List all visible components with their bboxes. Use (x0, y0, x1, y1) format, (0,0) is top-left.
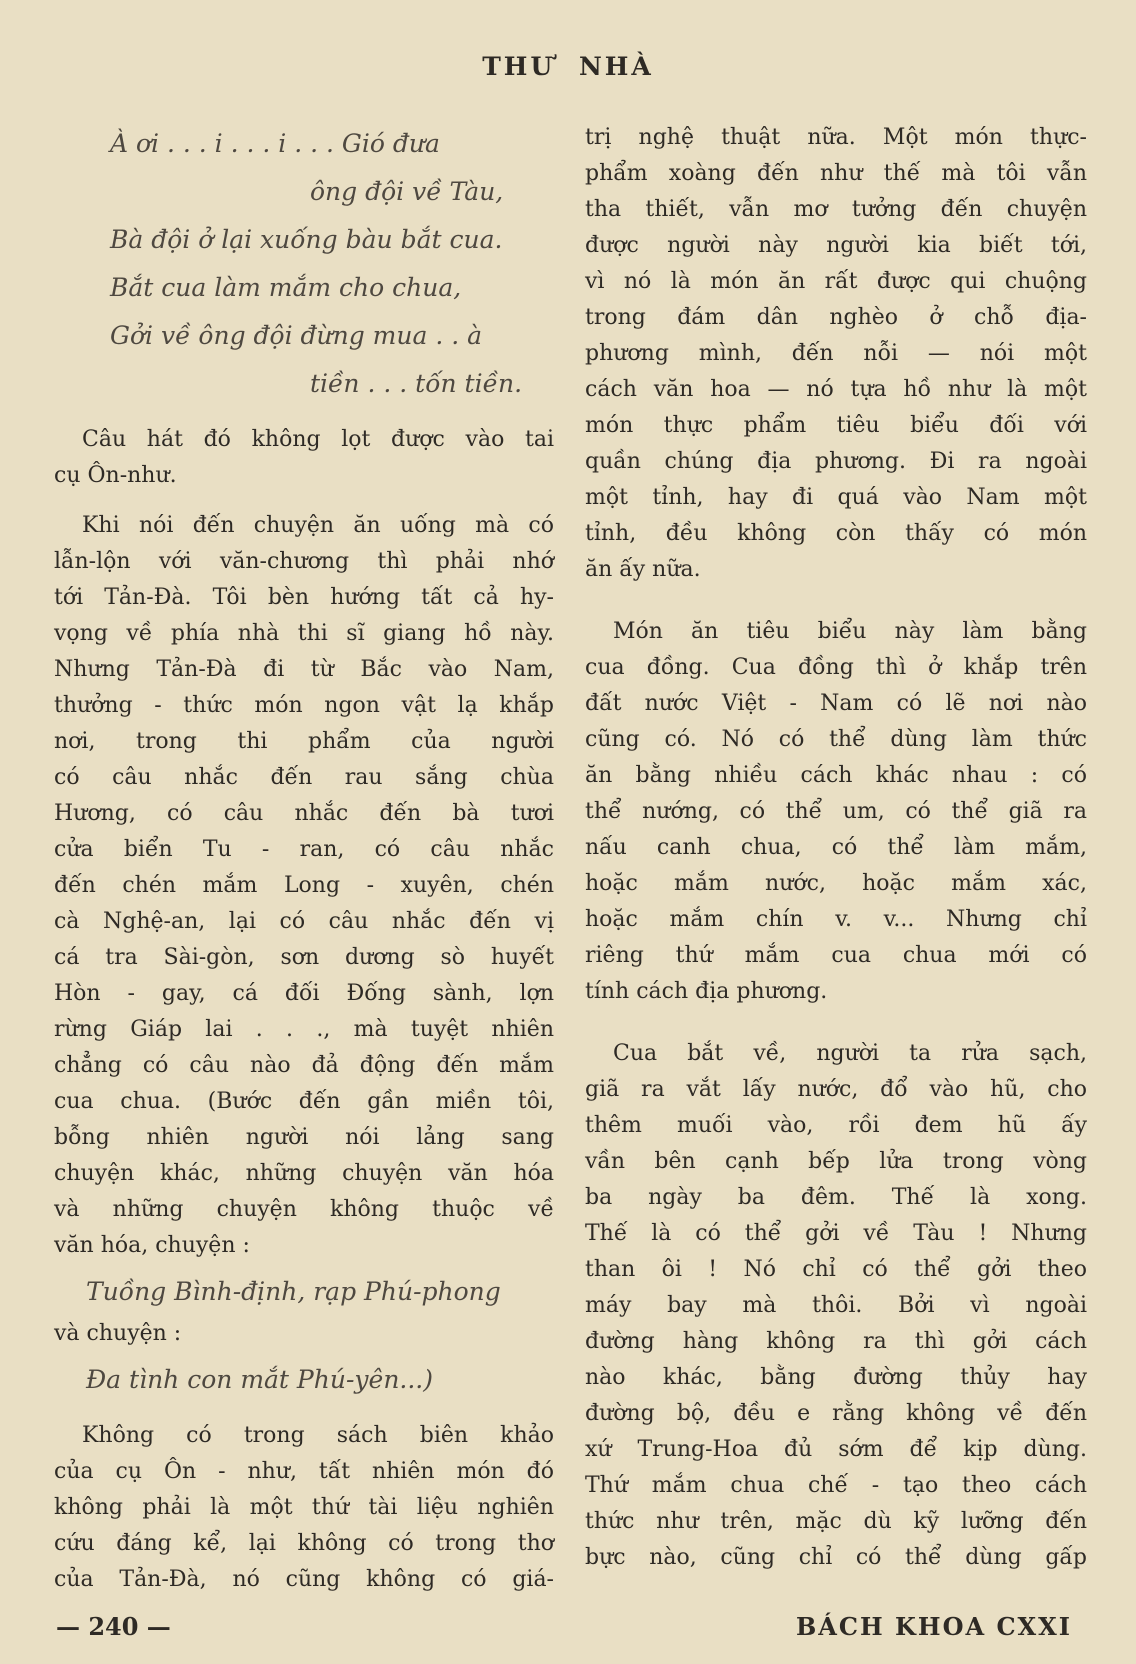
verse-line: Tuồng Bình-định, rạp Phú-phong (86, 1277, 501, 1306)
text-line: Khi nói đến chuyện ăn uống mà có (82, 513, 554, 538)
text-line: một tỉnh, hay đi quá vào Nam một (585, 485, 1087, 510)
text-line: máy bay mà thôi. Bởi vì ngoài (585, 1293, 1087, 1318)
poem-line: ông đội về Tàu, (310, 177, 504, 206)
text-line: tỉnh, đều không còn thấy có món (585, 521, 1087, 546)
text-line: cũng có. Nó có thể dùng làm thức (585, 727, 1087, 752)
text-line: cà Nghệ-an, lại có câu nhắc đến vị (54, 909, 554, 934)
text-line: hoặc mắm chín v. v... Nhưng chỉ (585, 907, 1087, 932)
text-line: cửa biển Tu - ran, có câu nhắc (54, 837, 554, 862)
text-line: ăn ấy nữa. (585, 557, 701, 582)
text-line: giã ra vắt lấy nước, đổ vào hũ, cho (585, 1077, 1087, 1102)
text-line: Hương, có câu nhắc đến bà tươi (54, 801, 554, 826)
verse-line: Đa tình con mắt Phú-yên...) (86, 1365, 434, 1394)
text-line: trong đám dân nghèo ở chỗ địa- (585, 305, 1087, 330)
text-line: riêng thứ mắm cua chua mới có (585, 943, 1087, 968)
page-number: — 240 — (56, 1612, 171, 1641)
text-line: Món ăn tiêu biểu này làm bằng (613, 619, 1087, 644)
text-line: thêm muối vào, rồi đem hũ ấy (585, 1113, 1087, 1138)
text-line: vọng về phía nhà thi sĩ giang hồ này. (54, 621, 554, 646)
poem-line: À ơi . . . i . . . i . . . Gió đưa (110, 129, 440, 158)
text-line: tha thiết, vẫn mơ tưởng đến chuyện (585, 197, 1087, 222)
poem-line: Gởi về ông đội đừng mua . . à (110, 321, 483, 350)
text-line: đất nước Việt - Nam có lẽ nơi nào (585, 691, 1087, 716)
running-header (0, 52, 1136, 81)
text-line: nào khác, bằng đường thủy hay (585, 1365, 1087, 1390)
header-word-1: THƯ (482, 52, 556, 81)
text-line: hoặc mắm nước, hoặc mắm xác, (585, 871, 1087, 896)
text-line: ba ngày ba đêm. Thế là xong. (585, 1185, 1087, 1210)
text-line: cứu đáng kể, lại không có trong thơ (54, 1531, 554, 1556)
text-line: Cua bắt về, người ta rửa sạch, (613, 1041, 1087, 1066)
text-line: của cụ Ôn - như, tất nhiên món đó (54, 1459, 554, 1484)
text-line: món thực phẩm tiêu biểu đối với (585, 413, 1087, 438)
text-line: phẩm xoàng đến như thế mà tôi vẫn (585, 161, 1087, 186)
text-line: tính cách địa phương. (585, 979, 828, 1004)
text-line: xứ Trung-Hoa đủ sớm để kịp dùng. (585, 1437, 1087, 1462)
header-word-2: NHÀ (578, 52, 654, 81)
text-line: vần bên cạnh bếp lửa trong vòng (585, 1149, 1087, 1174)
text-line: cá tra Sài-gòn, sơn dương sò huyết (54, 945, 554, 970)
right-column (585, 120, 1087, 1576)
text-line: lẫn-lộn với văn-chương thì phải nhớ (54, 549, 554, 574)
text-line: Thứ mắm chua chế - tạo theo cách (585, 1473, 1087, 1498)
text-line: bực nào, cũng chỉ có thể dùng gấp (585, 1545, 1087, 1570)
journal-name: BÁCH KHOA CXXI (796, 1612, 1073, 1641)
text-line: đường bộ, đều e rằng không về đến (585, 1401, 1087, 1426)
text-line: có câu nhắc đến rau sắng chùa (54, 765, 554, 790)
text-line: cua đồng. Cua đồng thì ở khắp trên (585, 655, 1087, 680)
text-line: quần chúng địa phương. Đi ra ngoài (585, 449, 1087, 474)
text-line: đến chén mắm Long - xuyên, chén (54, 873, 554, 898)
left-column (54, 120, 554, 1598)
text-line: và chuyện : (54, 1321, 182, 1346)
text-line: thưởng - thức món ngon vật lạ khắp (54, 693, 554, 718)
text-line: thể nướng, có thể um, có thể giã ra (585, 799, 1087, 824)
text-line: rừng Giáp lai . . ., mà tuyệt nhiên (54, 1017, 554, 1042)
poem-line: Bắt cua làm mắm cho chua, (110, 273, 462, 302)
text-line: cách văn hoa — nó tựa hồ như là một (585, 377, 1087, 402)
text-line: thức như trên, mặc dù kỹ lưỡng đến (585, 1509, 1087, 1534)
text-line: của Tản-Đà, nó cũng không có giá- (54, 1567, 554, 1592)
text-line: được người này người kia biết tới, (585, 233, 1087, 258)
text-line: than ôi ! Nó chỉ có thể gởi theo (585, 1257, 1087, 1282)
poem-line: tiền . . . tốn tiền. (310, 369, 523, 398)
text-line: và những chuyện không thuộc về (54, 1197, 554, 1222)
text-line: Nhưng Tản-Đà đi từ Bắc vào Nam, (54, 657, 554, 682)
text-line: nơi, trong thi phẩm của người (54, 729, 554, 754)
text-line: Hòn - gay, cá đối Đống sành, lợn (54, 981, 554, 1006)
text-line: nấu canh chua, có thể làm mắm, (585, 835, 1087, 860)
text-line: không phải là một thứ tài liệu nghiên (54, 1495, 554, 1520)
text-line: ăn bằng nhiều cách khác nhau : có (585, 763, 1087, 788)
text-line: vì nó là món ăn rất được qui chuộng (585, 269, 1087, 294)
text-line: Thế là có thể gởi về Tàu ! Nhưng (585, 1221, 1087, 1246)
text-line: bỗng nhiên người nói lảng sang (54, 1125, 554, 1150)
text-line: văn hóa, chuyện : (54, 1233, 250, 1258)
text-line: phương mình, đến nỗi — nói một (585, 341, 1087, 366)
text-line: chẳng có câu nào đả động đến mắm (54, 1053, 554, 1078)
text-line: tới Tản-Đà. Tôi bèn hướng tất cả hy- (54, 585, 554, 610)
text-line: trị nghệ thuật nữa. Một món thực- (585, 125, 1087, 150)
text-line: Câu hát đó không lọt được vào tai (82, 427, 554, 452)
text-line: cụ Ôn-như. (54, 463, 177, 488)
text-line: Không có trong sách biên khảo (82, 1423, 554, 1448)
text-line: cua chua. (Bước đến gần miền tôi, (54, 1089, 554, 1114)
text-line: chuyện khác, những chuyện văn hóa (54, 1161, 554, 1186)
poem-line: Bà đội ở lại xuống bàu bắt cua. (110, 225, 503, 254)
text-line: đường hàng không ra thì gởi cách (585, 1329, 1087, 1354)
